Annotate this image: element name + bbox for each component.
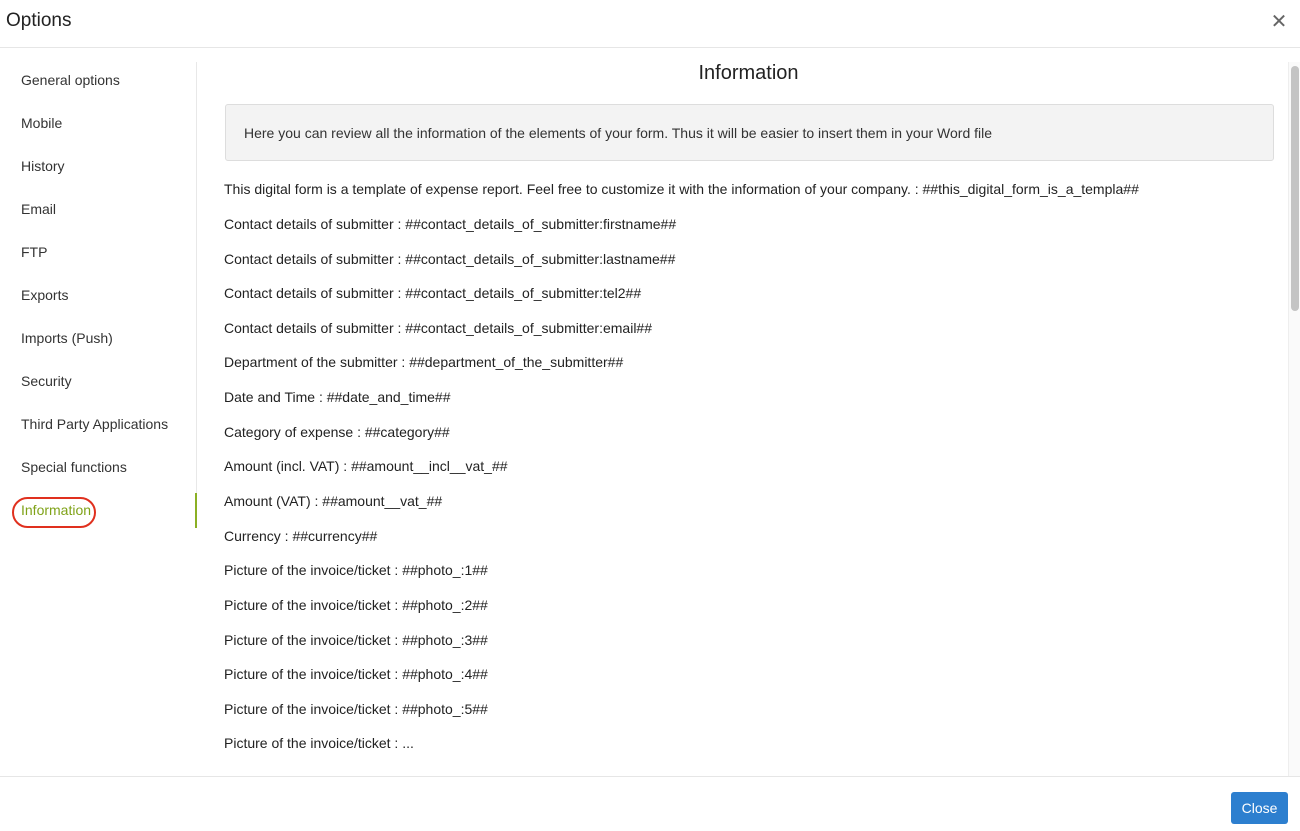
sidebar-item-ftp[interactable]: FTP [21, 244, 48, 260]
dialog-footer [0, 776, 1300, 831]
info-row: Currency : ##currency## [224, 528, 378, 544]
sidebar-item-information[interactable]: Information [21, 502, 92, 518]
info-row: Department of the submitter : ##department_of_the_submitter## [224, 354, 624, 370]
sidebar-item-imports-push[interactable]: Imports (Push) [21, 330, 113, 346]
information-panel [197, 48, 1288, 776]
sidebar-item-special-functions[interactable]: Special functions [21, 459, 127, 475]
info-row: Contact details of submitter : ##contact_details_of_submitter:email## [224, 320, 653, 336]
sidebar-nav [0, 62, 197, 528]
page-title: Information [698, 62, 799, 84]
info-row: Picture of the invoice/ticket : ... [224, 735, 414, 751]
info-row: Contact details of submitter : ##contact_details_of_submitter:lastname## [224, 251, 676, 267]
dialog-header [0, 0, 1300, 48]
info-row: Picture of the invoice/ticket : ##photo_:4## [224, 666, 488, 682]
dialog-title: Options [6, 10, 72, 31]
info-row: Contact details of submitter : ##contact_details_of_submitter:tel2## [224, 285, 642, 301]
info-row: Amount (VAT) : ##amount__vat_## [224, 493, 443, 509]
info-row: Category of expense : ##category## [224, 424, 450, 440]
info-notice-text: Here you can review all the information of the elements of your form. Thus it will be easier to insert them in your Word file [244, 125, 993, 141]
sidebar-item-mobile[interactable]: Mobile [21, 115, 63, 131]
close-button[interactable]: Close [1231, 792, 1288, 824]
sidebar-item-general-options[interactable]: General options [21, 72, 120, 88]
info-row: Picture of the invoice/ticket : ##photo_:5## [224, 701, 488, 717]
info-notice-box [225, 104, 1274, 161]
info-row: Picture of the invoice/ticket : ##photo_:3## [224, 632, 488, 648]
info-row: This digital form is a template of expense report. Feel free to customize it with the information of your company. : ##this_digital_form_is_a_templa## [224, 181, 1139, 197]
scrollbar-thumb[interactable] [1291, 66, 1299, 311]
sidebar-item-third-party-applications[interactable]: Third Party Applications [21, 416, 169, 432]
sidebar-item-exports[interactable]: Exports [21, 287, 69, 303]
info-row: Picture of the invoice/ticket : ##photo_:1## [224, 562, 488, 578]
info-row: Date and Time : ##date_and_time## [224, 389, 451, 405]
close-icon[interactable]: ✕ [1270, 10, 1288, 33]
sidebar-item-history[interactable]: History [21, 158, 65, 174]
sidebar-item-email[interactable]: Email [21, 201, 57, 217]
info-row: Contact details of submitter : ##contact_details_of_submitter:firstname## [224, 216, 677, 232]
info-row: Amount (incl. VAT) : ##amount__incl__vat_## [224, 458, 508, 474]
sidebar-item-security[interactable]: Security [21, 373, 72, 389]
content-scrollbar[interactable] [1288, 62, 1300, 776]
info-row: Picture of the invoice/ticket : ##photo_:2## [224, 597, 488, 613]
